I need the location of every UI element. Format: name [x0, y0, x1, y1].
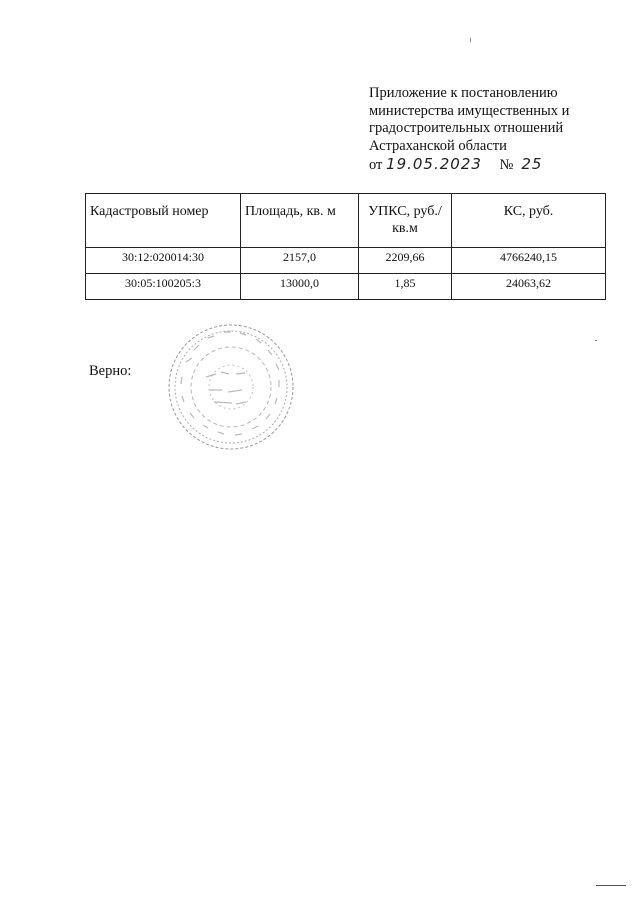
header-line-4: Астраханской области [369, 137, 507, 154]
date-prefix: от [369, 157, 383, 173]
scan-mark [595, 340, 597, 341]
cell-cadastral-number: 30:12:020014:30 [86, 248, 241, 274]
cell-cadastral-number: 30:05:100205:3 [86, 274, 241, 300]
header-line-3: градостроительных отношений [369, 120, 564, 136]
handwritten-number: 25 [521, 155, 543, 173]
verno-label: Верно: [89, 363, 132, 379]
scan-mark [596, 885, 626, 886]
date-line [369, 156, 619, 175]
appendix-header [369, 85, 619, 175]
cell-upks: 1,85 [359, 274, 452, 300]
table-row [86, 274, 606, 300]
cadastral-table [85, 193, 606, 300]
scan-mark [470, 38, 471, 42]
cell-upks: 2209,66 [359, 248, 452, 274]
column-header-ks: КС, руб. [452, 194, 606, 248]
cell-ks: 4766240,15 [452, 248, 606, 274]
number-sign: № [499, 157, 514, 173]
column-header-area: Площадь, кв. м [241, 194, 359, 248]
official-seal-stamp [166, 322, 296, 452]
handwritten-date: 19.05.2023 [386, 155, 482, 173]
column-header-cadastral-number: Кадастровый номер [86, 194, 241, 248]
header-line-1: Приложение к постановлению [369, 85, 558, 101]
cell-area: 13000,0 [241, 274, 359, 300]
column-header-upks: УПКС, руб./кв.м [359, 194, 452, 248]
table-row [86, 248, 606, 274]
cell-ks: 24063,62 [452, 274, 606, 300]
cell-area: 2157,0 [241, 248, 359, 274]
header-line-2: министерства имущественных и [369, 102, 570, 119]
table-header-row [86, 194, 606, 248]
